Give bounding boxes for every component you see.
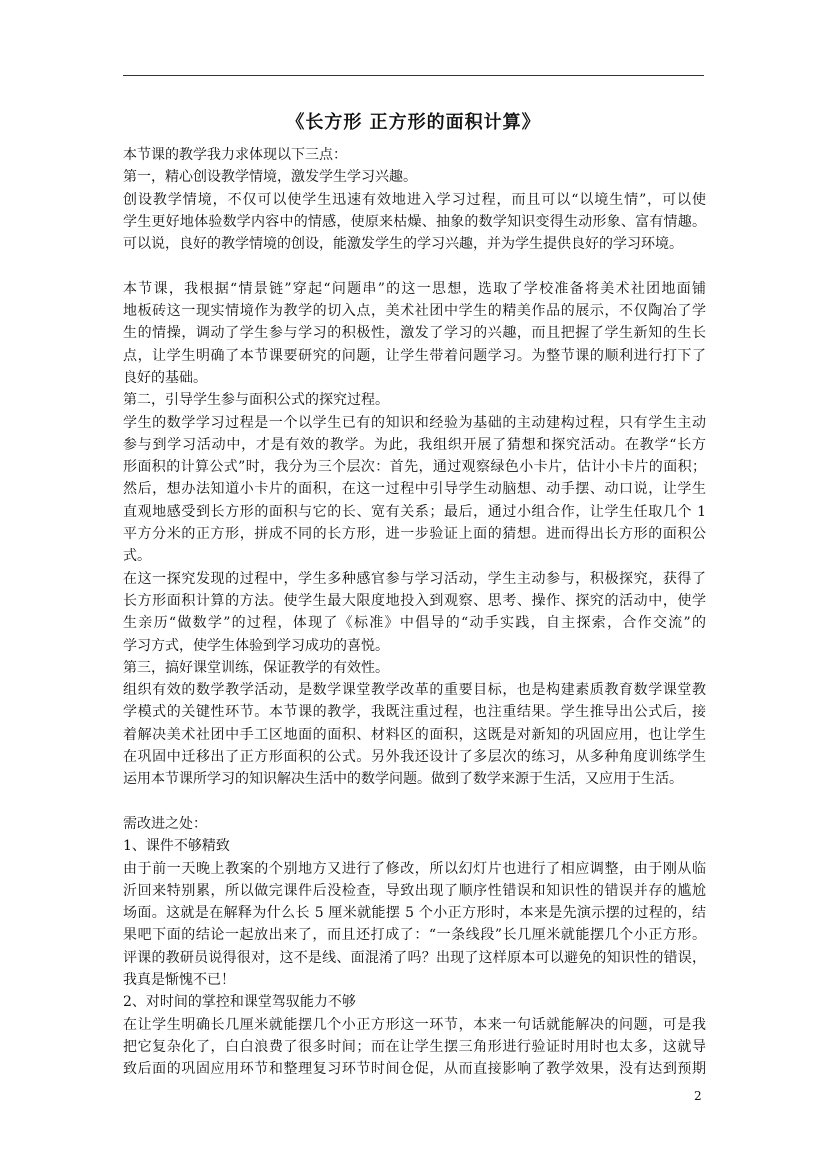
document-title: 《长方形 正方形的面积计算》 — [286, 112, 541, 133]
text-line: 评课的教研员说得很对，这不是线、面混淆了吗？出现了这样原本可以避免的知识性的错误， — [123, 949, 706, 966]
text-line: 在巩固中迁移出了正方形面积的公式。另外我还设计了多层次的练习，从多种角度训练学生 — [123, 749, 706, 766]
text-line: 在让学生明确长几厘米就能摆几个小正方形这一环节，本来一句话就能解决的问题，可是我 — [123, 1016, 706, 1033]
text-line: 学模式的关键性环节。本节课的教学，我既注重过程，也注重结果。学生推导出公式后，接 — [123, 704, 706, 721]
text-line: 长方形面积计算的方法。使学生最大限度地投入到观察、思考、操作、探究的活动中，使学 — [123, 592, 706, 609]
text-line: 2、对时间的掌控和课堂驾驭能力不够 — [123, 994, 356, 1011]
text-line: 场面。这就是在解释为什么长 5 厘米就能摆 5 个小正方形时，本来是先演示摆的过程的，结 — [123, 905, 706, 922]
text-line: 点，让学生明确了本节课要研究的问题，让学生带着问题学习。为整节课的顺利进行打下了 — [123, 347, 706, 364]
text-line: 学生的数学学习过程是一个以学生已有的知识和经验为基础的主动建构过程，只有学生主动 — [123, 414, 706, 431]
text-line: 1、课件不够精致 — [123, 838, 230, 855]
text-line: 需改进之处： — [123, 815, 207, 832]
text-line: 形面积的计算公式”时，我分为三个层次：首先，通过观察绿色小卡片，估计小卡片的面积； — [123, 459, 706, 476]
text-line: 运用本节课所学习的知识解决生活中的数学问题。做到了数学来源于生活，又应用于生活。 — [123, 771, 683, 788]
text-line: 第二，引导学生参与面积公式的探究过程。 — [123, 392, 389, 409]
text-line: 学习方式，使学生体验到学习成功的喜悦。 — [123, 637, 389, 654]
text-line: 可以说，良好的教学情境的创设，能激发学生的学习兴趣，并为学生提供良好的学习环境。 — [123, 236, 683, 253]
text-line: 平方分米的正方形，拼成不同的长方形，进一步验证上面的猜想。进而得出长方形的面积公 — [123, 526, 706, 543]
text-line: 沂回来特别累，所以做完课件后没检查，导致出现了顺序性错误和知识性的错误并存的尴尬 — [123, 882, 706, 899]
text-line: 本节课的教学我力求体现以下三点： — [123, 147, 347, 163]
text-line: 第三，搞好课堂训练，保证教学的有效性。 — [123, 659, 389, 676]
text-line: 着解决美术社团中手工区地面的面积、材料区的面积，这既是对新知的巩固应用，也让学生 — [123, 726, 706, 743]
text-line: 参与到学习活动中，才是有效的教学。为此，我组织开展了猜想和探究活动。在教学“长方 — [123, 436, 706, 453]
text-line: 组织有效的数学教学活动，是数学课堂教学改革的重要目标，也是构建素质教育数学课堂教 — [123, 682, 706, 699]
header-rule — [123, 75, 704, 76]
text-line: 地板砖这一现实情境作为教学的切入点，美术社团中学生的精美作品的展示，不仅陶冶了学 — [123, 303, 706, 320]
text-line — [123, 791, 706, 813]
text-line: 生亲历“做数学”的过程，体现了《标准》中倡导的“动手实践，自主探索，合作交流”的 — [123, 615, 706, 632]
text-line: 式。 — [123, 548, 151, 565]
document-body — [123, 144, 706, 1080]
text-line: 果吧下面的结论一起放出来了，而且还打成了：“一条线段”长几厘米就能摆几个小正方形。 — [123, 927, 706, 944]
page-number: 2 — [694, 1089, 702, 1103]
text-line: 良好的基础。 — [123, 369, 207, 386]
text-line: 创设教学情境，不仅可以使学生迅速有效地进入学习过程，而且可以“以境生情”，可以使 — [123, 191, 706, 208]
text-line: 致后面的巩固应用环节和整理复习环节时间仓促，从而直接影响了教学效果，没有达到预期 — [123, 1061, 706, 1078]
text-line: 由于前一天晚上教案的个别地方又进行了修改，所以幻灯片也进行了相应调整，由于刚从临 — [123, 860, 706, 877]
text-line: 第一，精心创设教学情境，激发学生学习兴趣。 — [123, 169, 417, 186]
text-line: 在这一探究发现的过程中，学生多种感官参与学习活动，学生主动参与，积极探究，获得了 — [123, 570, 706, 587]
text-line: 把它复杂化了，白白浪费了很多时间；而在让学生摆三角形进行验证时用时也太多，这就导 — [123, 1038, 706, 1055]
text-line: 直观地感受到长方形的面积与它的长、宽有关系；最后，通过小组合作，让学生任取几个 1 — [123, 503, 706, 520]
text-line: 本节课，我根据“情景链”穿起“问题串”的这一思想，选取了学校准备将美术社团地面铺 — [123, 280, 706, 297]
text-line: 学生更好地体验数学内容中的情感，使原来枯燥、抽象的数学知识变得生动形象、富有情趣。 — [123, 213, 706, 230]
text-line: 然后，想办法知道小卡片的面积，在这一过程中引导学生动脑想、动手摆、动口说，让学生 — [123, 481, 706, 498]
text-line — [123, 255, 706, 277]
text-line: 生的情操，调动了学生参与学习的积极性，激发了学习的兴趣，而且把握了学生新知的生长 — [123, 325, 706, 342]
text-line: 我真是惭愧不已！ — [123, 971, 235, 988]
